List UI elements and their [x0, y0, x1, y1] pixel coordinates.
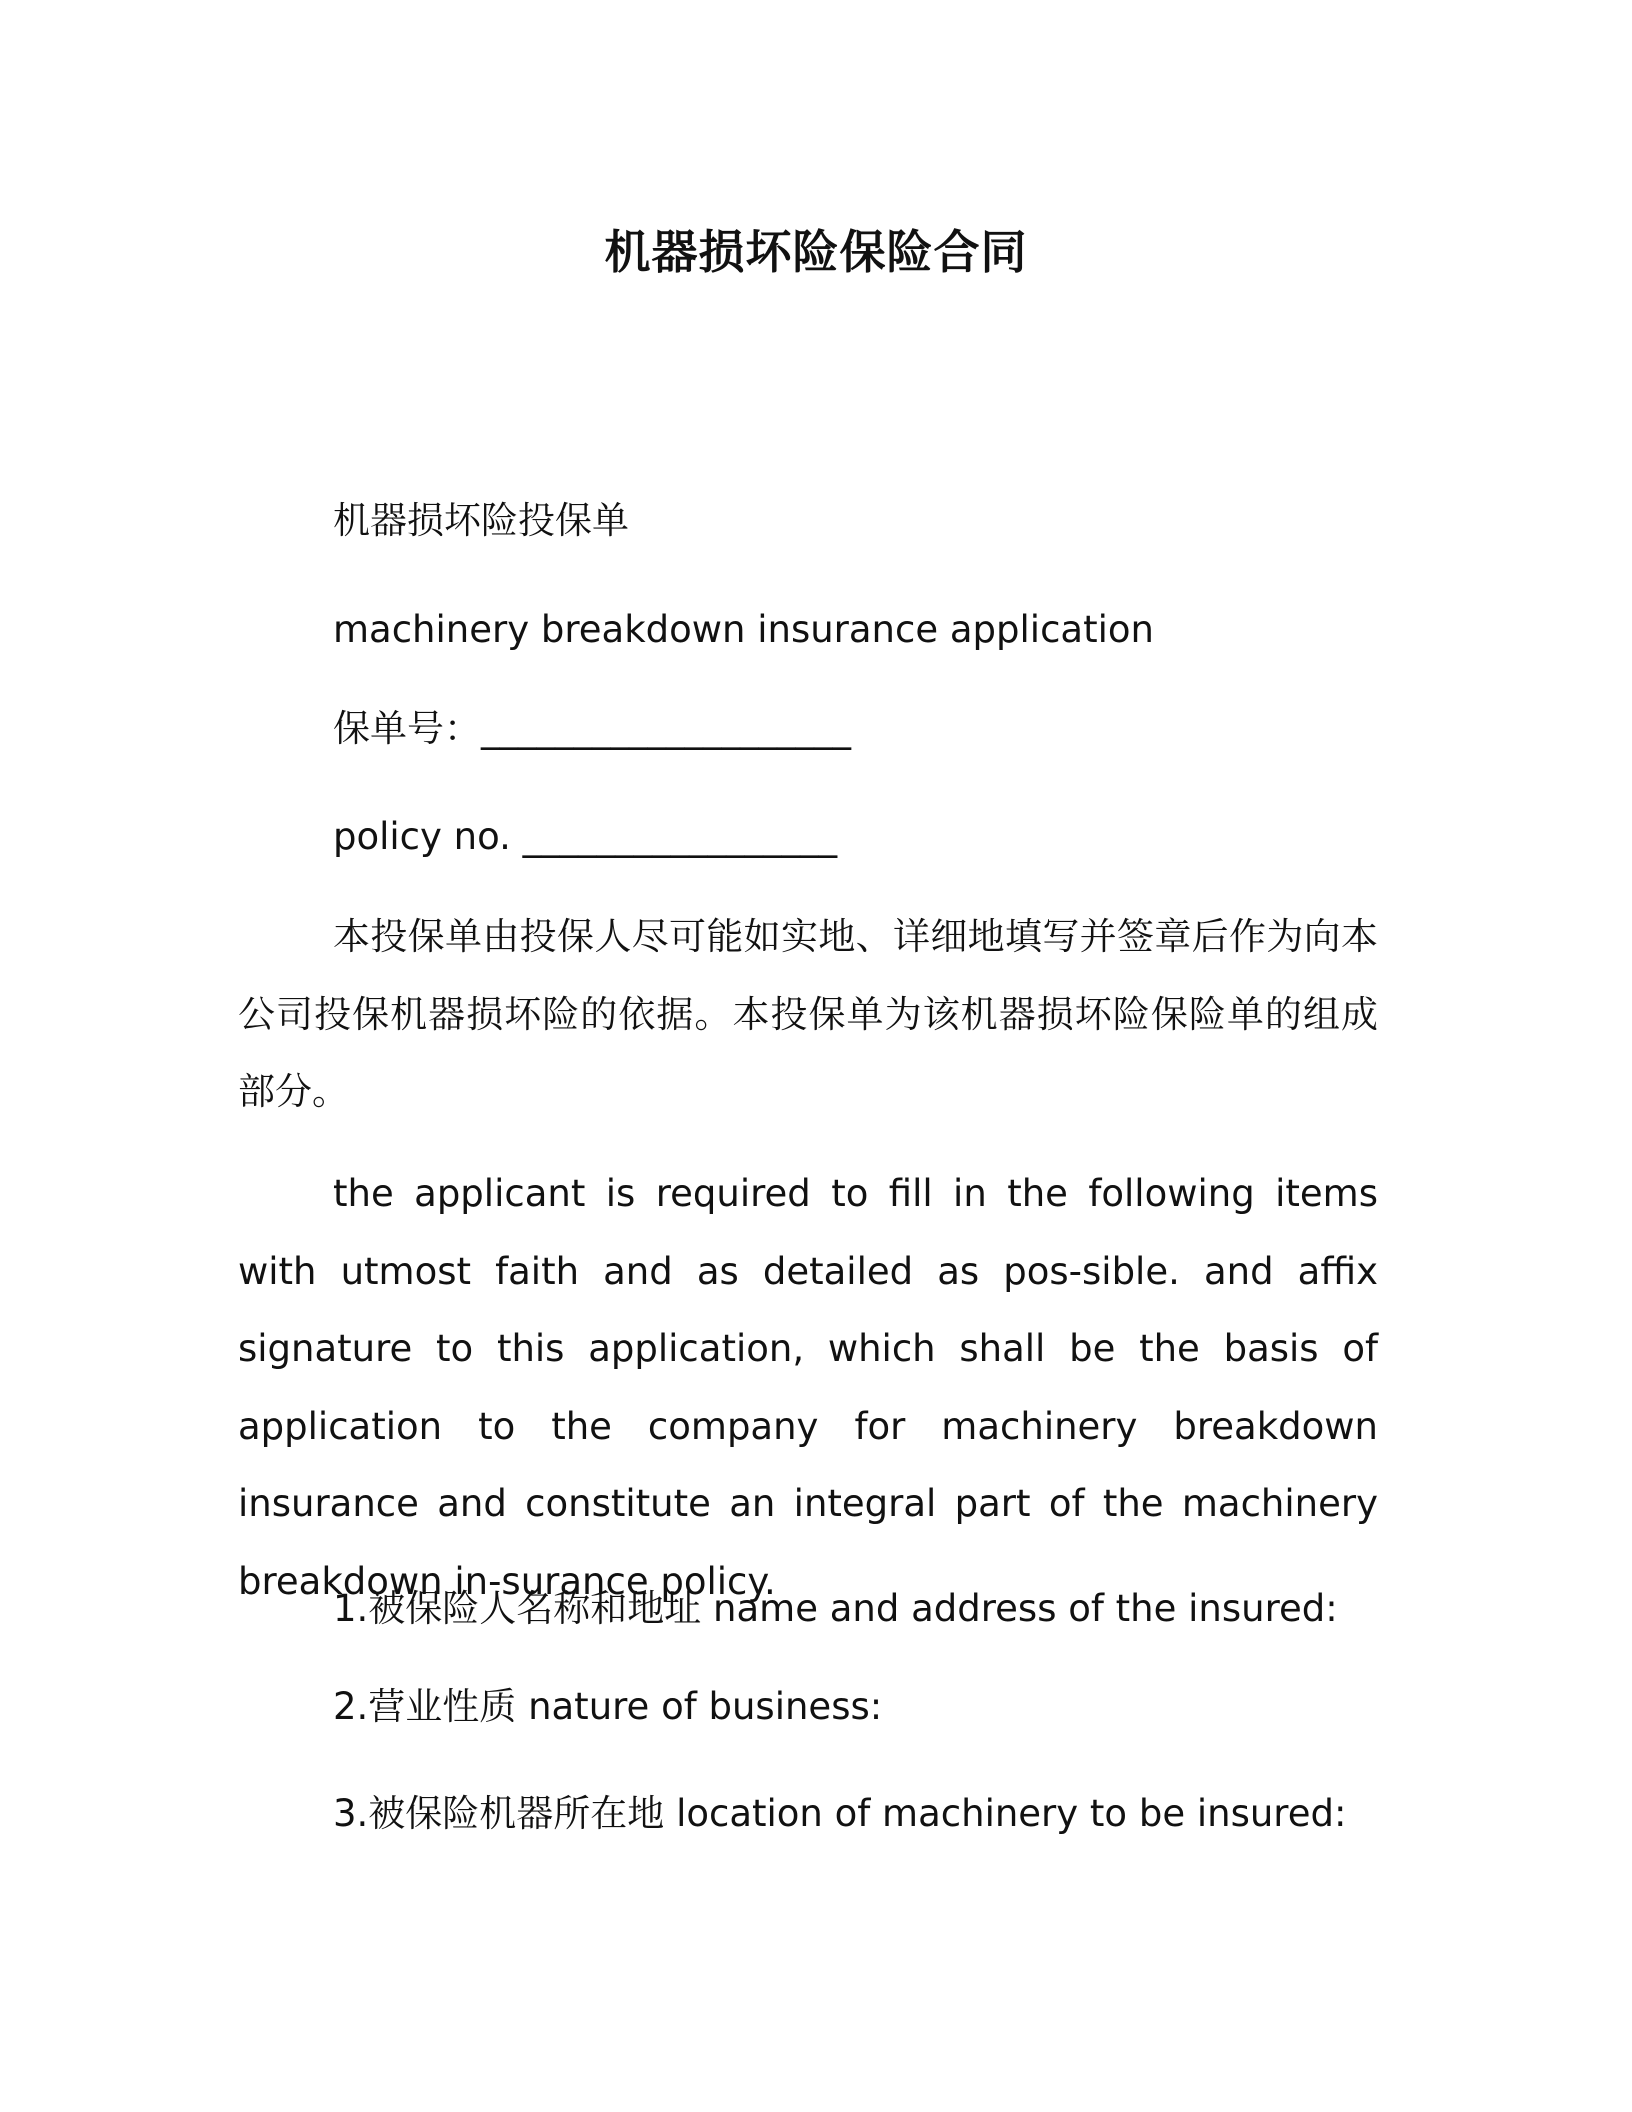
intro-paragraph-cn: 本投保单由投保人尽可能如实地、详细地填写并签章后作为向本公司投保机器损坏险的依据。本投保单为该机器损坏险保险单的组成部分。: [238, 915, 1378, 1113]
policy-number-en: policy no. _________________: [333, 815, 838, 858]
form-title-cn: 机器损坏险投保单: [333, 499, 629, 542]
policy-number-cn: 保单号：____________________: [333, 707, 851, 750]
intro-paragraph-en: the applicant is required to fill in the following items with utmost faith and as detailed as pos-sible. and affix signature to this application, which shall be the basis of application to the company for machinery breakdown insurance and constitute an integral part of the machinery breakdown in-surance policy.: [238, 1172, 1378, 1603]
item-insured-name-address: 1.被保险人名称和地址 name and address of the insured:: [333, 1587, 1338, 1630]
document-title: 机器损坏险保险合同: [604, 225, 1028, 279]
item-nature-of-business: 2.营业性质 nature of business:: [333, 1685, 883, 1728]
form-title-en: machinery breakdown insurance application: [333, 608, 1154, 651]
item-machinery-location: 3.被保险机器所在地 location of machinery to be insured:: [333, 1792, 1347, 1835]
